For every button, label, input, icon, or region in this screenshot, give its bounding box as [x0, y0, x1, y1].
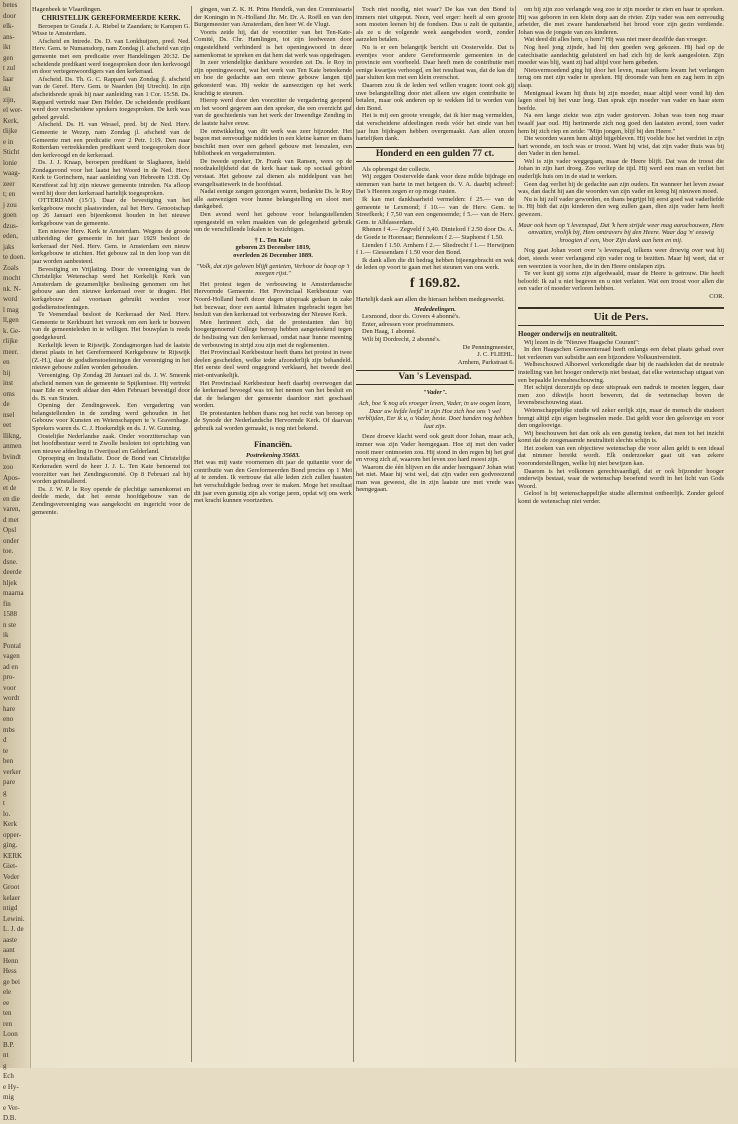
memoriam-born: geboren 23 December 1819,: [235, 244, 311, 252]
paragraph: Nog gaat Johan voort over 's levenspad, telkens weer droevig over wat hij doet, steeds weer verlangend zijn vader nog te bezitten. Maar hij weet, dat er een weerzien is voor hen, die in den Heere ontslapen zijn.: [518, 247, 724, 270]
paragraph: Nadat eenige zangen gezongen waren, bedankte Ds. le Roy alle aanwezigen voor hunne belangstelling en sloot met dankgebed.: [194, 188, 352, 211]
edge-text-line: onder: [3, 536, 19, 545]
edge-text-line: pro-: [3, 673, 15, 681]
edge-text-line: B.P.: [3, 1040, 15, 1049]
article-body: [194, 6, 352, 234]
notice-item: Lexmond, door ds. Covers 4 abonné's.: [362, 313, 461, 321]
notice-item: Den Haag, 1 abonné.: [362, 328, 416, 336]
edge-text-line: oms: [3, 389, 15, 398]
edge-text-line: te: [3, 746, 9, 755]
paragraph: Het Provinciaal Kerkbestuur heeft thans het protest in twee deelen gescheiden, welke ieder afzonderlijk zijn behandeld. Het eerste deel werd ongegrond verklaard, het tweede deel niet-ontvankelijk.: [194, 349, 352, 379]
paragraph: In zeer vriendelijke dankbare woorden zei Ds. le Roy in zijn openingswoord, wat het werk van Ten Kate beteekende en hoe de gedachte aan een nieuw gebouw langen tijd gekoesterd was. Hij wekte de aanwezigen op het werk krachtig te steunen.: [194, 59, 352, 97]
paragraph: Lienden f 1.50. Arnhem f 2.— Sliedrecht f 1.— Herwijnen f 1.— Giessendam f 1.50 voor den Bond.: [356, 241, 514, 257]
article-body: [32, 23, 190, 517]
edge-text-line: D.B.: [3, 1114, 17, 1122]
paragraph: Nu is er een belangrijk bericht uit Oostervelde. Dat is eventjes voor andere Gereformeerde gemeenten in de provincie een voorbeeld. Daar heeft men de contributie met eenige kwartjes verhoogd, en het resultaat was, dat de kas dit jaar sluiten kon met een klein overschot.: [356, 43, 514, 82]
paragraph: Den avond werd het gebouw voor belangstellenden opengesteld en velen maakten van de gelegenheid gebruik om de verschillende lokalen te bezichtigen.: [194, 211, 352, 234]
edge-text-line: toe.: [3, 547, 14, 555]
edge-text-line: t: [3, 799, 5, 807]
paragraph: De ontwikkeling van dit werk was zeer bijzonder. Het begon met eenvoudige middelen in een kleine kamer en thans beschikt men over een geheel gebouw met leeszalen, een bibliotheek en vergaderruimten.: [194, 127, 352, 158]
paragraph: Na een lange ziekte was zijn vader gestorven. Johan was toen nog maar twaalf jaar oud. Hij herinnerde zich nog goed den laatsten avond, toen vader hem bij zich riep en zeide: "Mijn jongen, blijf bij den Heere.": [518, 112, 724, 135]
paragraph: Wat deed dit alles hem, o hem? Hij was niet meer dezelfde dan vroeger.: [524, 36, 708, 44]
paragraph: In den Haagschen Gemeenteraad heeft onlangs een debat plaats gehad over het verleenen van subsidie aan een bijzondere Volksuniversiteit.: [518, 346, 724, 361]
dateline: Hagenbeek te Vlaardingen.: [32, 6, 102, 13]
paragraph: Daarom zou ik de leden wel willen vragen: toont ook gij uwe belangstelling door niet alleen uw eigen contributie te betalen, maar ook anderen op te wekken lid te worden van den Bond.: [356, 81, 514, 112]
paragraph: Ik kan met dankbaarheid vermelden: f 25.— van de gemeente te Lexmond; f 10.— van de Herv. Gem. te Streefkerk; f 7,50 van een ongenoemde; f 5.— van de Herv. Gem. te Alblasserdam.: [356, 196, 514, 226]
paragraph: OTTERDAM (15/1). Daar de bevestiging van het kerkgebouw mocht plaatsvinden, zal het Herv. Genootschap op 26 Januari een bijeenkomst houden in het nieuwe kerkgebouw van de gemeente.: [32, 197, 190, 228]
edge-text-line: ren: [3, 1019, 12, 1028]
column-rule: [515, 6, 516, 1062]
paragraph: De protestanten hebben thans nog het recht van beroep op de Synode der Nederlandsche Hervormde Kerk. Of daarvan gebruik zal worden gemaakt, is nog niet bekend.: [194, 409, 352, 433]
paragraph: Oproeping en Installatie. Door de Bond van Christelijke Kerkeraden werd de heer J. J. L. Ten Kate benoemd tot voorzitter van het Zendingscomité. Op 8 Februari zal hij worden geïnstalleerd.: [32, 455, 190, 486]
paragraph: Geen dag verliet hij de gedachte aan zijn ouders. En wanneer het leven zwaar was, dan dacht hij aan die woorden van zijn vader en kreeg hij nieuwen moed.: [518, 180, 724, 196]
edge-text-line: eet: [3, 421, 12, 429]
memoriam-name: † L. Ten Kate: [254, 236, 292, 244]
story-signature: COR.: [709, 292, 724, 300]
edge-text-line: Opsl: [3, 526, 17, 534]
paragraph: Wij lezen in de "Nieuwe Haagsche Courant":: [524, 338, 640, 346]
paragraph: Nu is hij zelf vader geworden, en thans begrijpt hij eerst goed wat vaderliefde is. Hij bidt dat zijn kinderen den weg zullen gaan, dien zijn vader hem heeft gewezen.: [518, 195, 724, 219]
edge-text-line: n ste: [3, 620, 17, 629]
edge-text-line: ad en: [3, 662, 18, 671]
edge-text-line: vagen: [3, 652, 20, 660]
column-4: [518, 6, 724, 1064]
edge-text-line: waag-: [3, 169, 21, 177]
edge-text-line: e in: [3, 137, 14, 146]
paragraph: Kerkelijk leven te Rijswijk. Zondagmorgen had de laatste dienst plaats in het Gereformeerd Kerkgebouw te Rijswijk (Z.-H.), daar de godsdienstoefeningen der vereeniging in het nieuwe gebouw zullen worden gehouden.: [32, 341, 190, 372]
edge-text-line: l mag: [3, 305, 19, 314]
story-poem: Ach, hoe 'k nog als vroeger leven, Vader, in uw oogen lezen, Daar uw liefde leefd' in zijn Hoe zich hoe ons 't wel verblijden, Eer ik u, o Vader, beste. Doet handen nog hebben laat zijn.: [357, 399, 513, 430]
edge-text-line: ge bei: [3, 977, 20, 986]
paragraph: Bevestiging en Vrijlating. Door de vereeniging van de Christelijke Wetenschap werd het Kerkelijk Kerk van Amsterdam de gezamenlijke beslissing genomen om het gebouw aan den nieuwe kerkeraad over te dragen. Het kerkgebouw zal voortaan gebruikt worden voor godsdienstoefeningen.: [32, 265, 190, 311]
story-closing-poem: Maar ook heen op 't levenspad, Dat 'k hem strijde weer mag aanschouwen, Hem omvatten, vrolijk bij, Hem omtravers bij den Heere. Waar dag 'n' eeuwig hroogien d' een, Voor Zijn dank aan hem en mij.: [518, 221, 724, 244]
paragraph: Beroepen te Gouda J. A. Riebel te Zaandam; te Kampen G. Wisse te Amsterdam.: [32, 22, 190, 38]
story-title: "Vader".: [423, 389, 447, 397]
edge-text-line: bvindt: [3, 452, 21, 461]
edge-text-line: nk. N-: [3, 284, 21, 293]
edge-text-line: Pontal: [3, 641, 21, 650]
edge-text-line: ikt: [3, 43, 11, 51]
edge-text-line: Loon: [3, 1030, 18, 1038]
paragraph: Men herinnert zich, dat de protestanten dan bij hoogergenoemd College beroep hebben aangeteekend tegen de beslissing van den kerkeraad, omdat naar hunne meening de verbouwing in strijd zou zijn met de reglementen.: [194, 318, 352, 349]
section-van-levenspad: Van 's Levenspad.: [356, 370, 514, 385]
paragraph: Wij zeggen Oostervelde dank voor deze milde bijdrage en stemmen van harte in met hetgeen ds. V. A. daarbij schreef: Dat 's Heeren zegen er op moge rusten.: [356, 173, 514, 196]
paragraph: Deze droeve klacht werd ook geuit door Johan, maar ach, immer was zijn Vader heengegaan. Hoe zij met den vader nooit meer ontmoeten zou. Hij stond in den regen bij het graf en vroeg zich af, waarom het leven zoo hard moest zijn.: [356, 433, 514, 464]
edge-text-line: jaks: [3, 242, 15, 251]
story-body: [356, 433, 514, 494]
fund-heading: Honderd en een gulden 77 ct.: [356, 147, 514, 162]
edge-text-line: pare: [3, 778, 16, 786]
paragraph: Daarom is het volkomen gerechtvaardigd, dat er ook bijzonder hooger onderwijs bestaat, waar de wetenschap beoefend wordt in het licht van Gods Woord.: [518, 467, 724, 490]
press-body: [518, 339, 724, 506]
edge-text-line: ans-: [3, 32, 15, 41]
paragraph: Afscheid en Intrede. Ds. D. van Lonkhuijzen, pred. Ned. Herv. Gem. te Numansdorp, nam Zondag jl. afscheid van zijn gemeente met een predicatie over Handelingen 20:32. De scheidende predikant werd toegesproken door den kerkvoogd en door vertegenwoordigers van den kerkeraad.: [32, 37, 190, 76]
column-2: [194, 6, 352, 1064]
finance-title: Financiën.: [253, 438, 293, 449]
paragraph: Oostelijke Nederlandse zaak. Onder voorzitterschap van het hoofdbestuur werd te Zwolle besloten tot oprichting van een nieuwe afdeeling in Overijssel en Gelderland.: [32, 432, 190, 455]
edge-text-line: kelaer: [3, 893, 21, 902]
edge-text-line: Sticht: [3, 148, 20, 156]
edge-text-line: Lewini.: [3, 914, 25, 923]
edge-text-line: ging.: [3, 841, 18, 849]
paragraph: Het is mij een groote vreugde, dat ik hier mag vermelden, dat verscheidene afdeelingen reeds vóór het einde van het jaar hun bijdragen hebben overgemaakt. Aan allen onzen hartelijken dank.: [356, 112, 514, 143]
edge-text-line: ele: [3, 988, 12, 996]
paragraph: Het schijnt dezerzijds op deze uitspraak een nadruk te moeten leggen, daar men zoo dikwijls hoort beweren, dat de wetenschap boven de levensbeschouwing staat.: [518, 384, 724, 407]
edge-text-line: maarna: [3, 589, 24, 597]
paragraph: Te Veenendaal besloot de Kerkeraad der Ned. Herv. Gemeente te Kerkbuurt het verzoek om een kerk te bouwen van de gemeenteleden in te willigen. Het bouwplan is reeds goedgekeurd.: [32, 311, 190, 341]
column-1: [32, 6, 190, 1064]
edge-text-line: d: [3, 736, 7, 744]
column-rule: [353, 6, 354, 1062]
paragraph: Opening der Zendingsweek. Een vergadering van belangstellenden in de zending werd gehouden in het Gebouw voor Kunsten en Wetenschappen te 's Gravenhage. Sprekers waren ds. C. J. Hoekendijk en ds. J. W. Gunning.: [32, 402, 190, 433]
column-rule: [191, 6, 192, 1062]
edge-text-line: L. J. de: [3, 925, 24, 933]
paragraph: Hierop werd door den voorzitter de vergadering geopend en het woord gegeven aan den spreker, die een overzicht gaf van de geschiedenis van het werk der Inwendige Zending in de laatste halve eeuw.: [194, 97, 352, 127]
edge-text-line: inst: [3, 379, 14, 387]
edge-text-line: elk-: [3, 22, 14, 30]
edge-text-line: wordt: [3, 694, 20, 702]
article-body: [194, 281, 352, 433]
memoriam-quote: "Volk, dat zijn geloven blijft genieten, Verhoor de hoop op 't morgen rijst.": [196, 262, 350, 278]
edge-text-line: hare: [3, 704, 16, 713]
paragraph: Nog heel jong zijnde, had hij den goeden weg gekozen. Hij had op de catechisatie aandachtig geluisterd en had zich bij de kerk aangesloten. Zijn moeder was blij, want zij had altijd voor hem gebeden.: [518, 43, 724, 67]
edge-text-line: de: [3, 400, 10, 408]
edge-text-line: ten: [3, 1009, 12, 1017]
paragraph: Ds. J. W. P. le Roy opende de plechtige samenkomst en deelde mede, dat het eerste hoofdgebouw van de Zendingsvereeniging was aangekocht en ingericht voor de gemeente.: [32, 485, 190, 516]
edge-text-line: nsel: [3, 410, 15, 419]
fund-body: [356, 166, 514, 272]
fund-total: f 169.82.: [409, 276, 461, 291]
edge-text-line: ll,gen: [3, 316, 19, 324]
edge-text-line: d met: [3, 515, 19, 524]
paragraph: Waarom die één blijven en die ander heengaan? Johan wist het niet. Maar hij wist wel, dat zijn vader een godvreezend man was geweest, die in zijn laatste ure met vrede was heengegaan.: [356, 463, 514, 494]
edge-text-line: en: [3, 358, 10, 366]
edge-text-line: Hess: [3, 967, 17, 975]
edge-text-line: hij: [3, 368, 11, 377]
fund-total-note: Hartelijk dank aan allen die hieraan hebben medegewerkt.: [356, 296, 505, 303]
paragraph: Geloof is bij wetenschappelijke studie allerminst ontbeerlijk. Zonder geloof komt de wetenschap niet verder.: [518, 490, 724, 506]
edge-text-line: fin: [3, 599, 11, 608]
paragraph: Het Provinciaal Kerkbestuur heeft daarbij overwogen dat de kerkeraad bevoegd was tot het nemen van het besluit en dat de belangen der gemeente daardoor niet geschaad worden.: [194, 379, 352, 410]
edge-text-line: voor: [3, 683, 16, 692]
edge-text-line: ik: [3, 631, 9, 639]
edge-text-line: e Ver-: [3, 1103, 20, 1112]
edge-text-line: aant: [3, 946, 15, 954]
memoriam-died: overleden 26 December 1889.: [233, 252, 313, 259]
edge-text-line: zeer: [3, 179, 15, 188]
notices-title: Mededeelingen.: [414, 305, 456, 313]
edge-text-line: opper-: [3, 830, 22, 839]
notices-list: [356, 313, 514, 343]
paragraph: Wel is zijn vader weggegaan, maar de Heere blijft. Dat was de troost die Johan in zijn hart droeg. Zoo verliep de tijd. Hij werd een man en verliet het ouderlijk huis om in de stad te werken.: [518, 157, 724, 181]
edge-text-line: zijn,: [3, 95, 16, 104]
paragraph: Afscheid. Ds. H. van Wessel, pred. bij de Ned. Herv. Gemeente te Wezep, nam Zondag jl. afscheid van de Gemeente met een predicatie over 2 Petr. 1:19. Den naar Rotterdam vertrekkenden predikant werd toegesproken door den kerkvoogd en de kerkeraad.: [32, 121, 190, 159]
edge-text-line: rlijke: [3, 337, 18, 345]
paragraph: Voorts zeide hij, dat de voorzitter van het Ten-Kate-Comité, Ds. Chr. Hamlingen, tot zijn leedwezen door ongesteldheid verhinderd is het openingswoord in deze samenkomst te spreken en dat hem dat werk was opgedragen.: [194, 28, 352, 59]
section-uit-de-pers: Uit de Pers.: [518, 307, 724, 326]
edge-text-line: betes: [3, 1, 18, 9]
paragraph: gingen, van Z. K. H. Prins Hendrik, van den Commissaris der Koningin in N.-Holland Jhr. Mr. Dr. A. Roëll en van den Burgemeester van Amsterdam, den heer W. de Vlugt.: [194, 6, 352, 29]
edge-text-line: j zou: [3, 200, 17, 209]
paragraph: Als opbrengst der collecte.: [362, 165, 431, 173]
edge-text-line: mig: [3, 1093, 14, 1101]
edge-text-line: ee: [3, 998, 10, 1007]
paragraph: De tweede spreker, Dr. Frank van Ransen, wees op de noodzakelijkheid dat de kerk haar taak op sociaal gebied verstaat. Het gebouw zal dienen als middelpunt van het evangelisatiewerk in de hoofdstad.: [194, 157, 352, 188]
adjacent-page-edge: [0, 0, 31, 1122]
edge-text-line: Kerk: [3, 820, 17, 828]
finance-subtitle: Postrekening 35683.: [246, 451, 300, 459]
edge-text-line: dsne.: [3, 557, 18, 566]
story-body: [518, 247, 724, 293]
paragraph: Toch niet noodig, niet waar? De kas van den Bond is immers niet uitgeput. Neen, veel erger: heeft al een groote som moeten leenen bij de fondsen. Dus u zult de quitantie, als ze u de volgende week aangeboden wordt, zonder aarzelen betalen.: [356, 6, 514, 44]
edge-text-line: t zul: [3, 64, 16, 72]
paragraph: Het protest tegen de verbouwing te Amsterdamsche Hervormde Gemeente. Het Provinciaal Kerkbestuur van Noord-Holland heeft dezer dagen uitspraak gedaan in zake het bezwaar, door een aantal lidmaten ingebracht tegen het besluit van den kerkeraad tot verbouwing der Nieuwe Kerk.: [194, 280, 352, 319]
notice-item: Wilt bij Dordrecht, 2 abonné's.: [362, 335, 441, 343]
edge-text-line: lo.: [3, 809, 11, 818]
edge-text-line: lonie: [3, 158, 17, 167]
edge-text-line: eden,: [3, 232, 18, 240]
edge-text-line: te doen.: [3, 253, 26, 261]
edge-text-line: verker: [3, 767, 21, 776]
edge-text-line: mbs: [3, 725, 15, 734]
edge-text-line: Ech: [3, 1072, 14, 1080]
edge-text-line: zoo: [3, 463, 14, 471]
edge-text-line: anmen: [3, 442, 22, 450]
edge-text-line: varen,: [3, 505, 21, 513]
edge-text-line: ntigd: [3, 904, 18, 912]
edge-text-line: e Hy-: [3, 1082, 19, 1091]
edge-text-line: en die: [3, 494, 20, 503]
paragraph: Rhenen f 4.— Zegveld f 3,40. Dintelord f 2.50 door Ds. A. de Goede te Hoornaar; Bennekom f 2.— Staphorst f 1.50.: [356, 226, 514, 242]
edge-text-line: et de: [3, 484, 17, 492]
paragraph: Te ver kunt gij soms zijn afgedwaald, maar de Heere is getrouw. Die heeft beloofd: Ik zal u niet begeven en u niet verlaten. Wat een troost voor allen die een vader of moeder verloren hebben.: [518, 270, 724, 293]
treasurer-address: Arnhem, Parkstraat 6.: [457, 358, 514, 366]
paragraph: Ik dank allen die dit bedrag hebben bijeengebracht en wek de leden op voort te gaan met het steunen van ons werk.: [356, 256, 514, 272]
edge-text: [0, 0, 30, 1124]
edge-text-line: door: [3, 11, 16, 20]
paragraph: Ds. J. J. Knaap, beroepen predikant te Slagharen, hield Zondagavond voor het laatst het Woord in de Ned. Herv. Kerk te Gorinchem, naar aanleiding van Hebreeën 13:8. Op Kerstfeest zal hij zijn nieuwe gemeente intreden. Na afloop werd hij door den kerkeraad hartelijk toegesproken.: [32, 159, 190, 197]
edge-text-line: Henn: [3, 956, 19, 965]
edge-text-line: dzus-: [3, 221, 19, 230]
edge-text-line: el wer-: [3, 106, 23, 114]
paragraph: Wetenschappelijke studie wil zeker eerlijk zijn, maar de mensch die studeert brengt altijd zijn eigen beginselen mede. Dat geldt voor den geloovige en voor den ongeloovige.: [518, 406, 724, 430]
section-header: CHRISTELIJK GEREFORMEERDE KERK.: [41, 13, 181, 22]
edge-text-line: g: [3, 1061, 7, 1070]
edge-text-line: deerde: [3, 568, 22, 576]
edge-text-line: Groot: [3, 883, 20, 891]
article-body: [356, 6, 514, 143]
edge-text-line: mocht: [3, 274, 21, 282]
edge-text-line: ben: [3, 757, 14, 765]
paragraph: Afscheid. Ds. Th. G. C. Rappard van Zondag jl. afscheid van de Geref. Herv. Gem. te Naarden (bij Utrecht). In zijn afscheidsrede sprak hij naar aanleiding van 1 Cor. 15:58. Ds. Rappard vertrekt naar Den Helder. De scheidende predikant werd door verscheidene sprekers toegesproken. De kerk was geheel gevuld.: [32, 75, 190, 121]
edge-text-line: laar: [3, 74, 14, 83]
treasurer-role: De Penningmeester,: [462, 343, 514, 351]
edge-text-line: 1588: [3, 610, 17, 618]
edge-text-line: t; en: [3, 190, 16, 198]
paragraph: Die woorden waren hem altijd bijgebleven. Hij voelde hoe het verdriet in zijn hart woonde, en toch was er troost. Want hij wist, dat zijn vader thuis was bij den Vader in den hemel.: [518, 135, 724, 158]
paragraph: om bij zijn zoo verlangde weg zoo te zijn moeder te zien en haar te spreken. Hij was geboren in een klein dorp aan de rivier. Zijn vader was een eenvoudig arbeider, die met zware handenarbeid het brood voor zijn gezin verdiende. Johan was de jongste van zes kinderen.: [518, 6, 724, 36]
press-subtitle: Hooger onderwijs en neutraliteit.: [518, 329, 618, 338]
edge-text-line: KERK: [3, 851, 23, 860]
edge-text-line: goen: [3, 211, 17, 219]
paragraph: Wij beschouwen het dan ook als een gunstig teeken, dat men tot het inzicht komt dat de zoogenaamde neutraliteit slechts schijn is.: [518, 429, 724, 445]
edge-text-line: word: [3, 295, 18, 303]
edge-text-line: g: [3, 788, 7, 797]
paragraph: Een nieuwe Herv. Kerk te Amsterdam. Wegens de groote uitbreiding der gemeente in het jaar 1929 besloot de kerkeraad der Ned. Herv. Gem. te Amsterdam een nieuw kerkgebouw te stichten. Het gebouw zal in den loop van dit jaar worden aanbesteed.: [32, 227, 190, 265]
edge-text-line: meer.: [3, 347, 19, 356]
edge-text-line: aaste: [3, 935, 17, 944]
paragraph: Welbeschouwd Alhoewel verkondigde daar bij de raadsleden dat de neutrale instelling van het hooger onderwijs niet bestaat, dat elke wetenschap uitgaat van een bepaalde levensbeschouwing.: [518, 361, 724, 384]
edge-text-line: Giet-: [3, 862, 18, 870]
edge-text-line: Veder: [3, 872, 20, 881]
paragraph: Menigmaal kwam hij thuis bij zijn moeder, maar altijd weer vond hij den lagen stoel bij het vuur leeg. Dan sprak zijn moeder van vader en haar stem beefde.: [518, 89, 724, 112]
edge-text-line: tlijke: [3, 127, 18, 135]
edge-text-line: llikng,: [3, 431, 22, 440]
edge-text-line: Apos-: [3, 473, 21, 482]
story-body: [518, 6, 724, 219]
edge-text-line: eno: [3, 715, 14, 723]
edge-text-line: ikt: [3, 85, 11, 93]
paragraph: Vereeniging. Op Zondag 28 Januari zal ds. J. W. Smeenk afscheid nemen van de gemeente te Spijkenisse. Hij vertrekt naar Ede en wordt aldaar den 4den Februari bevestigd door ds. B. van Straten.: [32, 371, 190, 402]
edge-text-line: hljek: [3, 578, 17, 587]
edge-text-line: gen: [3, 53, 14, 62]
paragraph: Het zoeken van een objectieve wetenschap die voor allen geldt is een ideaal dat nimmer bereikt wordt. Elk onderzoeker gaat uit van zekere vooronderstellingen, welke hij niet bewijzen kan.: [518, 444, 724, 468]
edge-text-line: nt: [3, 1051, 9, 1059]
edge-text-line: k. Ge-: [3, 326, 21, 335]
edge-text-line: Zoals: [3, 263, 19, 272]
treasurer-name: J. C. FLIEHL.: [477, 351, 514, 359]
edge-text-line: Kerk,: [3, 116, 19, 125]
column-3: [356, 6, 514, 1064]
finance-paragraph: Het was mij vaste voornemen dit jaar de quitantie voor de contributie van den Gereformeerden Bond precies op 1 Mei af te zenden. Ik vertrouw dat alle leden zich zullen haasten het verschuldigde bedrag over te maken. Moge het resultaat dit jaar even gunstig zijn als vorige jaren, opdat wij ons werk met kracht kunnen voortzetten.: [194, 459, 352, 505]
paragraph: Nietsvermoedend ging hij door het leven, maar telkens kwam het verlangen terug om met zijn vader te spreken. Hij droomde van hem en zag hem in zijn slaap.: [518, 66, 724, 89]
notice-item: Enter, adressen voor proefnummers.: [362, 320, 455, 328]
